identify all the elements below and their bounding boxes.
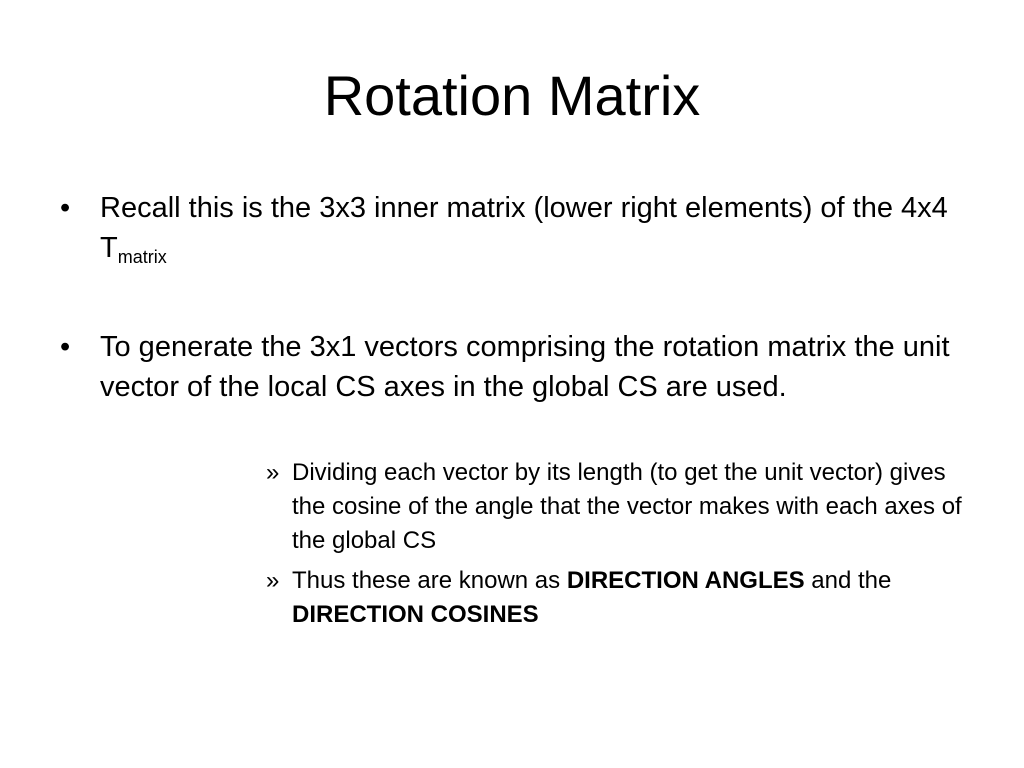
subbullet-text-middle: and the (804, 567, 892, 594)
subbullet-text-before: Thus these are known as (292, 567, 567, 594)
slide-title: Rotation Matrix (323, 64, 701, 127)
bold-direction-angles: DIRECTION ANGLES (566, 567, 805, 594)
bullet-marker: • (60, 331, 71, 363)
bullet-text (100, 188, 960, 268)
subbullet-text (292, 564, 964, 632)
subbullet-marker: » (266, 459, 280, 486)
bullet-text: To generate the 3x1 vectors comprising the rotation matrix the unit vector of the local CS axes in the global CS are used. (100, 331, 950, 403)
bold-direction-cosines: DIRECTION COSINES (292, 601, 539, 628)
subscript-matrix: matrix (117, 247, 167, 267)
bullet-text-main: Recall this is the 3x3 inner matrix (lower right elements) of the 4x4 T (100, 192, 948, 264)
subbullet-text: Dividing each vector by its length (to get the unit vector) gives the cosine of the angle that the vector makes with each axes of the global CS (292, 459, 962, 554)
bullet-marker: • (60, 192, 71, 224)
subbullet-marker: » (266, 567, 280, 594)
